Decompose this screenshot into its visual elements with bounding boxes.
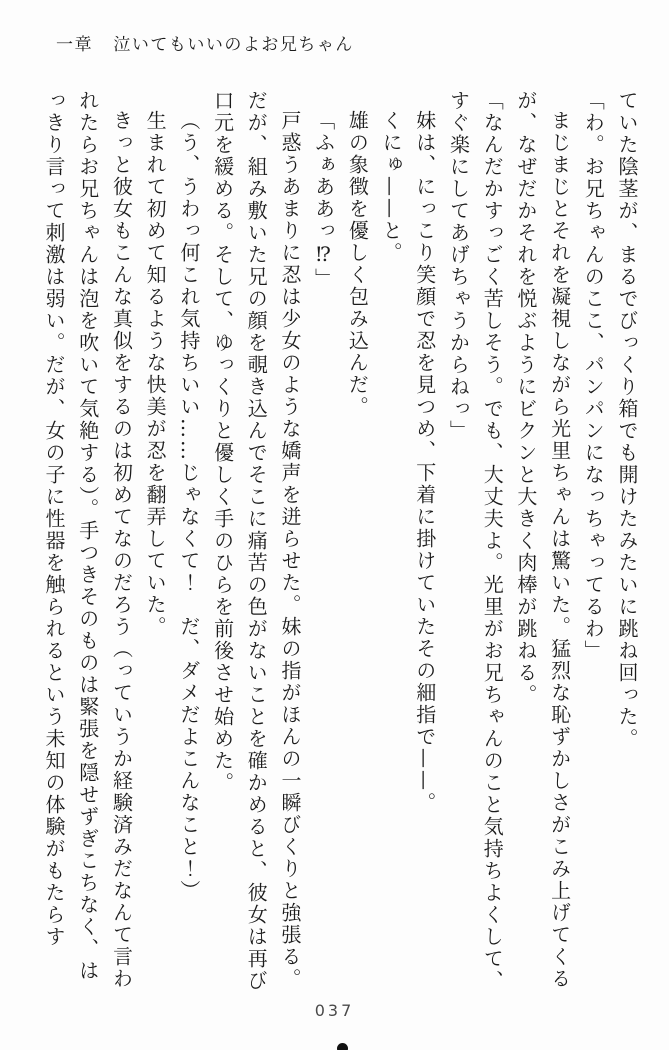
paragraph: きっと彼女もこんな真似をするのは初めてなのだろう（っていうか経験済みだなんて言われたらお兄ちゃんは泡を吹いて気絶する）。手つきそのものは緊張を隠せずぎこちなく、はっきり言って刺激は弱い。だが、女の子に性器を触られるという未知の体験がもたらす <box>42 90 134 990</box>
chapter-label: 一章 <box>56 35 93 55</box>
paragraph: 戸惑うあまりに忍は少女のような嬌声を迸らせた。妹の指がほんの一瞬びくりと強張る。だが、組み敷いた兄の顔を覗き込んでそこに痛苦の色がないことを確かめると、彼女は再び口元を緩める。そして、ゆっくりと優しく手のひらを前後させ始めた。 <box>210 90 302 992</box>
page-footer <box>0 1001 669 1020</box>
chapter-title: 泣いてもいいのよお兄ちゃん <box>113 35 354 55</box>
paragraph: まじまじとそれを凝視しながら光里ちゃんは驚いた。猛烈な恥ずかしさがこみ上げてくるが、なぜだかそれを悦ぶようにビクンと大きく肉棒が跳ねる。 <box>513 90 572 990</box>
paragraph: 妹は、にっこり笑顔で忍を見つめ、下着に掛けていたその細指で——。 <box>412 110 437 814</box>
paragraph: 「なんだかすっごく苦しそう。でも、大丈夫よ。光里がお兄ちゃんのこと気持ちよくして、すぐ楽にしてあげちゃうからねっ」 <box>446 90 505 992</box>
page-marker-dot <box>337 1043 348 1050</box>
paragraph: 「わ。お兄ちゃんのここ、パンパンになっちゃってるわ」 <box>581 90 606 662</box>
running-header <box>56 30 354 55</box>
paragraph: （う、うわっ何これ気持ちいい……じゃなくて！ だ、ダメだよこんなこと！） <box>176 110 201 902</box>
paragraph: 生まれて初めて知るような快美が忍を翻弄していた。 <box>143 110 168 638</box>
page-number: 037 <box>314 1001 355 1020</box>
paragraph: 雄の象徴を優しく包み込んだ。 <box>345 110 370 418</box>
paragraph: ていた陰茎が、まるでびっくり箱でも開けたみたいに跳ね回った。 <box>615 90 639 750</box>
body-text <box>35 90 643 996</box>
paragraph: 「ふぁああっ⁉」 <box>311 110 336 290</box>
paragraph: くにゅ——と。 <box>379 110 404 264</box>
